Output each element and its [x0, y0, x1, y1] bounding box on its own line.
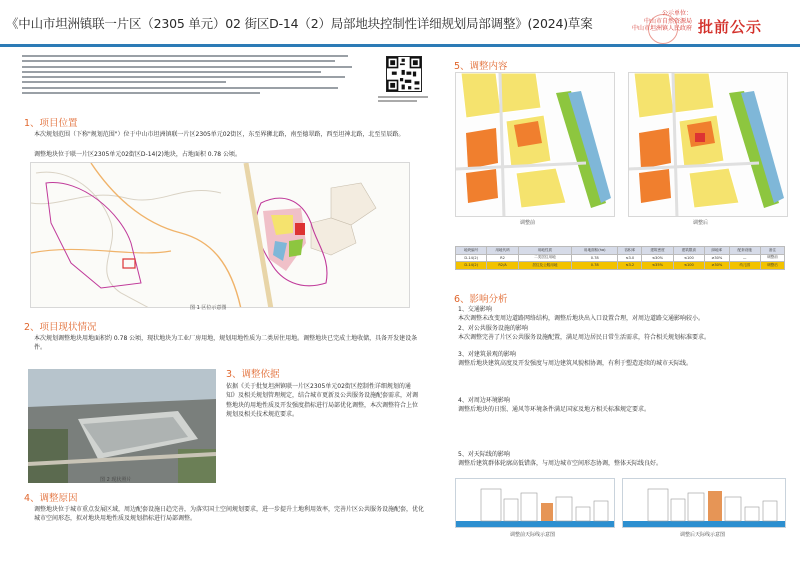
table-cell: D-14(2)	[456, 254, 487, 262]
table-row-highlighted	[456, 262, 785, 270]
section-6-item-5-body: 调整后建筑群体轮廓高低错落，与周边城市空间形态协调，整体天际线良好。	[458, 460, 663, 467]
section-6-item-2-title: 2、对公共服务设施的影响	[458, 325, 528, 332]
table-header-row	[456, 247, 785, 255]
section-4-body: 调整地块位于城市重点发展区域，周边配套设施日趋完善，为落实国土空间规划要求，进一步提升土地利用效率，完善片区公共服务设施配套，优化城市空间形态，拟对地块用地性质及规划指标进行局部调整。	[34, 506, 425, 523]
table-cell: ≥30%	[705, 262, 729, 270]
table-cell: ≥30%	[705, 254, 729, 262]
section-6-item-1-title: 1、交通影响	[458, 306, 492, 313]
adjustment-table	[455, 246, 785, 270]
table-cell: ≤3.2	[618, 262, 642, 270]
table-cell: R2	[487, 254, 518, 262]
plan-map-before	[455, 72, 615, 217]
qr-code-icon[interactable]	[386, 56, 422, 92]
table-header-cell: 绿地率	[705, 247, 729, 255]
table-cell: 调整前	[760, 254, 784, 262]
table-header-cell: 建筑密度	[642, 247, 673, 255]
section-2-heading: 2、项目现状情况	[24, 322, 97, 333]
section-3-body: 依据《关于批复坦洲镇联一片区2305单元02街区控制性详细规划的通知》及相关规划管理规定，结合城市更新及公共服务设施配套需求，对调整地块的用地性质及开发强度指标进行局部优化调整，本次调整符合上位规划及相关技术规范要求。	[226, 383, 419, 419]
skyline-section-before	[455, 478, 615, 528]
table-row	[456, 254, 785, 262]
section-4-heading: 4、调整原因	[24, 493, 78, 504]
issuer-line: 公示单位：	[661, 10, 692, 17]
location-map	[30, 162, 410, 308]
official-seal-icon	[648, 14, 678, 44]
table-cell: 调整后	[760, 262, 784, 270]
table-cell: 0.78	[572, 262, 618, 270]
table-cell: ≤35%	[642, 262, 673, 270]
section-5-heading: 5、调整内容	[454, 61, 508, 72]
section-6-heading: 6、影响分析	[454, 294, 508, 305]
table-cell: D-14(2)	[456, 262, 487, 270]
table-cell: 二类居住用地	[518, 254, 571, 262]
issuer-line: 中山市自然资源局	[643, 17, 692, 25]
table-header-cell: 用地代码	[487, 247, 518, 255]
issuer-line: 中山市坦洲镇人民政府	[631, 25, 692, 32]
table-cell: 幼儿园	[729, 262, 760, 270]
section-6-item-4-title: 4、对周边环境影响	[458, 397, 510, 404]
table-cell: R2/A	[487, 262, 518, 270]
page-title: 《中山市坦洲镇联一片区（2305 单元）02 街区D-14（2）局部地块控制性详细规划局部调整》(2024)草案	[6, 16, 593, 31]
section-6-item-1-body: 本次调整未改变周边道路网络结构，调整后地块出入口设置合理，对周边道路交通影响较小。	[458, 315, 705, 322]
table-header-cell: 配套设施	[729, 247, 760, 255]
skyline-before-caption: 调整前天际线示意图	[510, 532, 556, 538]
plan-map-before-caption: 调整前	[520, 220, 536, 226]
plan-map-after	[628, 72, 788, 217]
section-6-item-5-title: 5、对天际线的影响	[458, 451, 510, 458]
table-cell: 0.78	[572, 254, 618, 262]
qr-note	[378, 96, 433, 102]
notice-label: 批前公示	[698, 18, 763, 36]
header-divider	[0, 44, 800, 47]
section-6-item-3-title: 3、对建筑景观的影响	[458, 351, 516, 358]
table-header-cell: 地块编号	[456, 247, 487, 255]
section-6-item-4-body: 调整后地块的日照、通风等环境条件满足国家及地方相关标准规定要求。	[458, 406, 651, 413]
section-1-heading: 1、项目位置	[24, 118, 78, 129]
table-cell: ≤30%	[642, 254, 673, 262]
table-cell: ≤100	[673, 262, 704, 270]
table-header-cell: 备注	[760, 247, 784, 255]
section-6-item-3-body: 调整后地块建筑高度及开发强度与周边建筑风貌相协调，有利于塑造连续的城市天际线。	[458, 360, 693, 367]
site-photo	[28, 369, 216, 483]
table-header-cell: 用地面积(ha)	[572, 247, 618, 255]
skyline-after-caption: 调整后天际线示意图	[680, 532, 726, 538]
table-cell: —	[729, 254, 760, 262]
table-cell: ≤100	[673, 254, 704, 262]
section-1-map-caption: 图 1 区位示意图	[190, 305, 227, 311]
section-3-heading: 3、调整依据	[226, 369, 280, 380]
section-2-body: 本次规划调整地块用地面积约 0.78 公顷，现状地块为工业厂房用地，规划用地性质为二类居住用地。调整地块已完成土地收储，具备开发建设条件。	[34, 335, 418, 352]
plan-map-after-caption: 调整后	[693, 220, 709, 226]
table-header-cell: 容积率	[618, 247, 642, 255]
fineprint-block	[22, 55, 362, 97]
section-6-item-2-body: 本次调整完善了片区公共服务设施配置，满足周边居民日常生活需求，符合相关规划标准要求。	[458, 334, 711, 341]
table-cell: 居住及公服用地	[518, 262, 571, 270]
section-1-line2: 调整地块位于联一片区2305单元02街区D-14(2)地块，占地面积 0.78 公顷。	[34, 151, 241, 158]
skyline-section-after	[622, 478, 786, 528]
table-cell: ≤3.0	[618, 254, 642, 262]
section-1-body: 本次规划范围（下称"规划范围"）位于中山市坦洲镇联一片区2305单元02街区，东至界狮北路，南至德翠路，西至坦神北路，北至星辰路。	[34, 131, 405, 138]
table-header-cell: 用地性质	[518, 247, 571, 255]
table-header-cell: 建筑限高	[673, 247, 704, 255]
section-3-photo-caption: 图 2 现状照片	[100, 477, 132, 483]
